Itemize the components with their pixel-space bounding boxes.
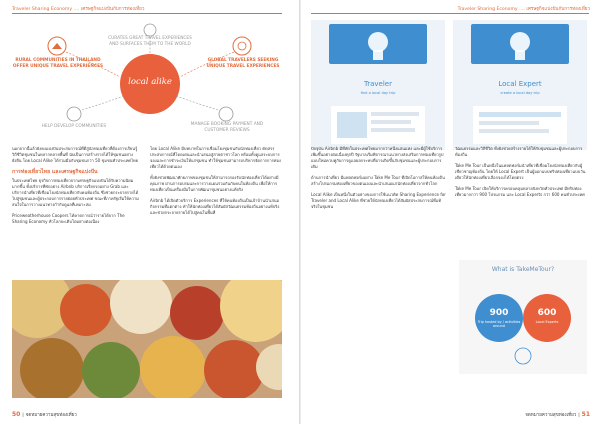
label-help-develop: HELP DEVELOP COMMUNITIES — [41, 124, 107, 129]
takemetour-title: What is TakeMeTour? — [491, 266, 555, 273]
paragraph: วัฒนธรรมและวิถีชีวิต ทั้งยังช่วยสร้างรายได้ให้กับชุมชนและผู้ประกอบการท้องถิ่น — [455, 146, 583, 158]
paragraph: Take Me Tour เปิดให้บริการครอบคลุมหลายจังหวัดทั่วประเทศ มีทริปท่องเที่ยวมากกว่า 900 โปรแกรม และ Local Experts กว่า 600 คนทั่วประเทศ — [455, 186, 585, 198]
food-plate — [110, 280, 172, 334]
trips-count: 900 — [489, 308, 509, 318]
section-heading: การท่องเที่ยวไทย และเศรษฐกิจแบ่งปัน — [12, 169, 98, 176]
paragraph: Take Me Tour เป็นหนึ่งในแพลตฟอร์มนำเที่ยวที่เชื่อมโยงนักท่องเที่ยวกับผู้เชี่ยวชาญท้องถิ่น โดยให้ Local Expert เป็นผู้ออกแบบทริปท่องเที่ยวแบบวันเดียวให้นักท่องเที่ยวเลือกจองได้โดยตรง — [455, 163, 586, 181]
takemetour-infographic — [459, 260, 587, 374]
header-rule — [311, 13, 589, 14]
left-column-1 — [12, 146, 140, 276]
paragraph-body: ในประเทศไทย ธุรกิจการท่องเที่ยวจากเศรษฐกิจแบ่งปันได้รับความนิยมมากขึ้น ทั้งบริการที่พักอย่าง Airbnb บริการเรียกรถอย่าง Grab และบริการนำเที่ยวที่เชื่อมโยงนักท่องเที่ยวกับคนท้องถิ่น ซึ่งช่วยกระจายรายได้ไปสู่ชุมชนและผู้ประกอบการรายย่อยทั่วประเทศ ขณะที่ภาครัฐเริ่มให้ความสนใจในการวางแนวทางกำกับดูแลที่เหมาะสม — [12, 177, 139, 207]
paragraph: โดย Local Alike มีบทบาทในการเชื่อมโยงชุมชนกับนักท่องเที่ยว คัดสรรประสบการณ์ที่โดดเด่นและนำเสนอสู่สายตาชาวโลก พร้อมทั้งดูแลระบบการจองและการชำระเงินให้แก่ชุมชน ทำให้ชุมชนสามารถบริหารจัดการการท่องเที่ยวได้ด้วยตนเอง — [150, 146, 281, 170]
food-plate — [60, 284, 112, 336]
food-plate — [82, 342, 140, 398]
paragraph-intro: นอกจากนี้แล้วยังคงแบ่งปันประสบการณ์ที่ดีสู่นักท่องเที่ยวที่ต้องการเรียนรู้วิถีชีวิตชุมชนในหลากหลายพื้นที่ นับเป็นการสร้างรายได้ให้ชุมชนอย่างยั่งยืน โดย Local Alike ได้ร่วมมือกับชุมชนกว่า 50 ชุมชนทั่วประเทศไทย — [12, 146, 139, 164]
food-photo-collage — [12, 280, 282, 398]
paragraph: ด้านการนำเที่ยว มีแพลตฟอร์มอย่าง Take Me Tour ที่เปิดโอกาสให้คนท้องถิ่นสร้างโปรแกรมท่องเที่ยวของตนเองและนำเสนอแก่นักท่องเที่ยวจากทั่วโลก — [311, 175, 445, 187]
page-number: 50 — [12, 411, 21, 418]
local-expert-title: Local Expert — [498, 80, 542, 88]
running-head-left: Traveler Sharing Economy .... เศรษฐกิจแบ่งปันกับการท่องเที่ยว — [12, 7, 145, 12]
traveler-title: Traveler — [364, 80, 392, 88]
right-page — [301, 0, 600, 424]
label-rural-communities: RURAL COMMUNITIES IN THAILAND OFFER UNIQUE TRAVEL EXPERIENCES — [12, 58, 104, 69]
right-column-1 — [311, 146, 447, 398]
label-manage-booking: MANAGE BOOKING PAYMENT AND CUSTOMER REVIEWS — [190, 122, 264, 133]
paragraph: Local Alike เป็นหนึ่งในตัวอย่างของการใช้แนวคิด Sharing Experience for Traveler and Local Alike ที่ช่วยให้นักท่องเที่ยวได้สัมผัสประสบการณ์ที่แท้จริงในชุมชน — [311, 192, 446, 210]
local-alike-logo: local alike — [128, 77, 172, 87]
experts-label: Local Experts — [535, 320, 559, 324]
traveler-subtitle: find a local day trip — [360, 91, 396, 95]
paragraph: Airbnb ได้เปิดตัวบริการ Experiences ที่ให้คนท้องถิ่นเป็นเจ้าบ้านนำเสนอกิจกรรมที่แตกต่าง ทำให้นักท่องเที่ยวได้สัมผัสวัฒนธรรมท้องถิ่นอย่างแท้จริง และช่วยกระจายรายได้ไปสู่คนในพื้นที่ — [150, 198, 280, 216]
page-footer-right: จดหมายความสุขท่องเที่ยว | 51 — [525, 411, 590, 418]
trips-label: Trip hosted by / activities around — [477, 320, 521, 329]
label-curates: CURATES GREAT TRAVEL EXPERIENCES AND SURFACES THEM TO THE WORLD — [108, 36, 192, 47]
food-plate — [170, 286, 224, 340]
paragraph: ปัจจุบัน Airbnb มีที่พักในประเทศไทยมากกว่าหนึ่งแสนแห่ง และมีผู้ใช้บริการเพิ่มขึ้นอย่างต่อเนื่องทุกปี รัฐบาลเริ่มพิจารณาแนวทางส่งเสริมการท่องเที่ยวรูปแบบใหม่ควบคู่กับการดูแลผลกระทบที่อาจเกิดขึ้นกับชุมชนและผู้ประกอบการเดิม — [311, 146, 444, 170]
running-head-right: Traveler Sharing Economy .... เศรษฐกิจแบ่งปันกับการท่องเที่ยว — [457, 7, 590, 12]
paragraph-footer: Priceweatherhouse Coopers ได้คาดการณ์ว่ารายได้จาก The Sharing Economy ทั่วโลกจะเติบโตอย่างต่อเนื่อง — [12, 212, 125, 225]
food-plate — [220, 280, 282, 342]
header-rule — [12, 13, 282, 14]
traveler-app-mockup — [311, 20, 445, 150]
food-plate — [204, 340, 264, 398]
local-expert-app-mockup — [453, 20, 587, 150]
food-plate — [140, 336, 206, 398]
label-global-travelers: GLOBAL TRAVELERS SEEKING UNIQUE TRAVEL EXPERIENCES — [206, 58, 280, 69]
right-column-2 — [455, 146, 589, 256]
footer-label: จดหมายความสุขท่องเที่ยว — [25, 413, 77, 418]
left-column-2 — [150, 146, 284, 276]
page-footer-left: 50 | จดหมายความสุขท่องเที่ยว — [12, 411, 77, 418]
footer-label: จดหมายความสุขท่องเที่ยว — [525, 413, 577, 418]
page-number: 51 — [581, 411, 590, 418]
local-expert-subtitle: create a local day trip — [500, 91, 540, 95]
local-alike-infographic — [12, 22, 288, 140]
left-page — [0, 0, 299, 424]
experts-count: 600 — [537, 308, 557, 318]
food-plate — [20, 338, 84, 398]
paragraph: ทั้งยังช่วยพัฒนาศักยภาพของชุมชนให้สามารถรองรับนักท่องเที่ยวได้อย่างมีคุณภาพ ผ่านการอบรมและการวางแผนร่วมกันกับคนในท้องถิ่น เพื่อให้การท่องเที่ยวเป็นเครื่องมือในการพัฒนาชุมชนอย่างแท้จริง — [150, 175, 279, 193]
